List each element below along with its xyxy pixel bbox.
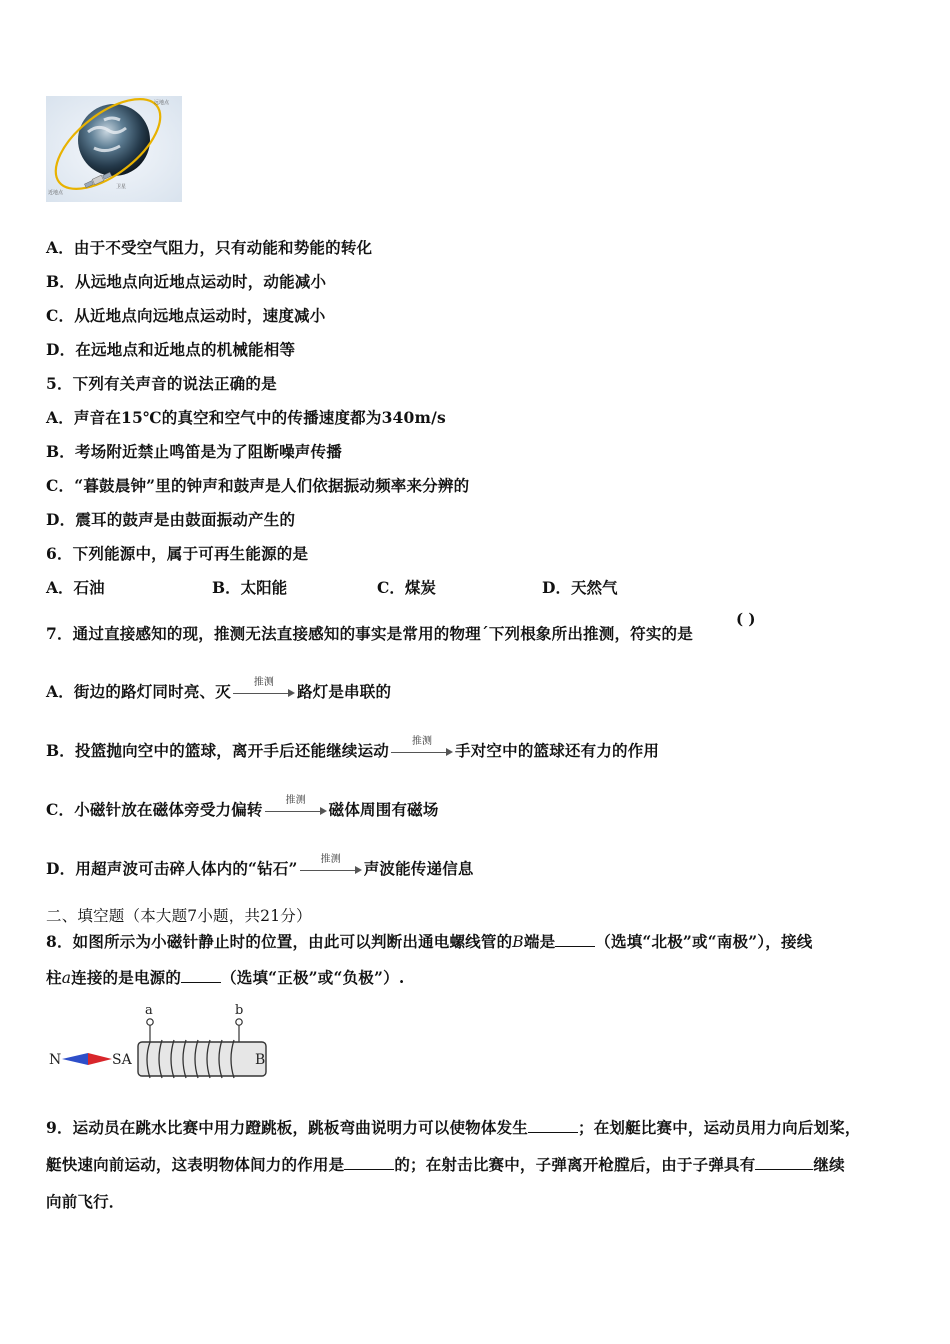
- q9-text-1a: 9．运动员在跳水比赛中用力蹬跳板，跳板弯曲说明力可以使物体发生: [46, 1118, 528, 1137]
- solenoid-core: [138, 1042, 266, 1076]
- q5-option-d: D．震耳的鼓声是由鼓面振动产生的: [46, 510, 296, 529]
- terminal-b: [236, 1019, 242, 1025]
- q7-c-condition: C．小磁针放在磁体旁受力偏转: [46, 800, 263, 819]
- arrow-label: 推测: [285, 795, 306, 806]
- q7-option-c: [46, 795, 439, 820]
- q8-text-2d: （选填“正极”或“负极”）.: [221, 968, 405, 987]
- q7-b-inference: 手对空中的篮球还有力的作用: [455, 741, 660, 760]
- q7-c-inference: 磁体周围有磁场: [328, 800, 439, 819]
- infer-arrow-icon: [233, 677, 295, 701]
- terminal-a: [147, 1019, 153, 1025]
- label-near-point: 近地点: [48, 190, 64, 196]
- q7-option-b: [46, 736, 660, 761]
- q5-option-c: C．“暮鼓晨钟”里的钟声和鼓声是人们依据振动频率来分辨的: [46, 476, 470, 495]
- q9-line-2: [46, 1153, 845, 1175]
- earth-orbit-figure: [46, 96, 182, 202]
- magnet-SA-label: SA: [112, 1052, 132, 1068]
- q5-option-a: A．声音在15℃的真空和空气中的传播速度都为340m/s: [46, 408, 446, 427]
- section-2-title: 二、填空题（本大题7小题，共21分）: [46, 907, 312, 925]
- solenoid-figure: [46, 1002, 276, 1084]
- infer-arrow-icon: [300, 854, 362, 878]
- infer-arrow-icon: [265, 795, 327, 819]
- q9-text-2a: 艇快速向前运动，这表明物体间力的作用是: [46, 1155, 345, 1174]
- arrow-label: 推测: [320, 854, 341, 865]
- q8-text-B: B: [512, 933, 524, 951]
- needle-south: [88, 1053, 112, 1065]
- label-far-point: 远地点: [154, 100, 170, 106]
- solenoid-end-B-label: B: [255, 1052, 266, 1068]
- q7-a-inference: 路灯是串联的: [296, 682, 392, 701]
- q8-text-2a: 柱: [46, 968, 62, 987]
- q8-blank-2[interactable]: [181, 982, 221, 983]
- q7-option-a: [46, 677, 392, 702]
- label-satellite: 卫星: [116, 184, 127, 190]
- q7-a-condition: A．街边的路灯同时亮、灭: [46, 682, 231, 701]
- q8-text-1c: 端是: [523, 932, 556, 951]
- q8-line-1: [46, 930, 812, 952]
- terminal-b-label: b: [235, 1003, 244, 1018]
- q8-text-a: a: [61, 969, 72, 987]
- q6-option-c: C．煤炭: [377, 578, 436, 597]
- terminal-a-label: a: [145, 1003, 153, 1018]
- q7-option-d: [46, 854, 474, 879]
- q8-text-1d: （选填“北极”或“南极”），接线: [595, 932, 813, 951]
- q7-d-condition: D．用超声波可击碎人体内的“钻石”: [46, 859, 298, 878]
- earth: [78, 104, 150, 176]
- q9-line-1: [46, 1116, 861, 1138]
- infer-arrow-icon: [391, 736, 453, 760]
- q5-stem: 5．下列有关声音的说法正确的是: [46, 374, 277, 393]
- q8-text-1a: 8．如图所示为小磁针静止时的位置，由此可以判断出通电螺线管的: [46, 932, 513, 951]
- q9-text-2b: 的；在射击比赛中，子弹离开枪膛后，由于子弹具有: [394, 1155, 756, 1174]
- q9-line-3: 向前飞行．: [46, 1192, 125, 1211]
- q8-line-2: [46, 966, 404, 988]
- q6-stem: 6．下列能源中，属于可再生能源的是: [46, 544, 309, 563]
- q9-blank-3[interactable]: [755, 1169, 813, 1170]
- q6-option-a: A．石油: [46, 578, 105, 597]
- q4-option-d: D．在远地点和近地点的机械能相等: [46, 340, 296, 359]
- q6-option-b: B．太阳能: [212, 578, 288, 597]
- needle-north: [62, 1053, 88, 1065]
- q4-option-a: A．由于不受空气阻力，只有动能和势能的转化: [46, 238, 373, 257]
- q9-blank-2[interactable]: [344, 1169, 394, 1170]
- q4-option-c: C．从近地点向远地点运动时，速度减小: [46, 306, 326, 325]
- q9-text-2c: 继续: [813, 1155, 845, 1174]
- q7-stem: 7．通过直接感知的现，推测无法直接感知的事实是常用的物理ˊ下列根象所出推测，符实的是: [46, 624, 693, 643]
- q7-b-condition: B．投篮抛向空中的篮球，离开手后还能继续运动: [46, 741, 390, 760]
- q8-text-2c: 连接的是电源的: [71, 968, 182, 987]
- q9-text-1b: ；在划艇比赛中，运动员用力向后划桨，: [578, 1118, 861, 1137]
- q8-blank-1[interactable]: [555, 946, 595, 947]
- q7-answer-bracket: ( ): [736, 610, 756, 628]
- q4-option-b: B．从远地点向近地点运动时，动能减小: [46, 272, 327, 291]
- magnet-N-label: N: [49, 1052, 62, 1068]
- q7-d-inference: 声波能传递信息: [363, 859, 474, 878]
- q6-option-d: D．天然气: [542, 578, 618, 597]
- q5-option-b: B．考场附近禁止鸣笛是为了阻断噪声传播: [46, 442, 342, 461]
- arrow-label: 推测: [411, 736, 433, 747]
- q9-blank-1[interactable]: [528, 1132, 578, 1133]
- arrow-label: 推测: [253, 677, 275, 688]
